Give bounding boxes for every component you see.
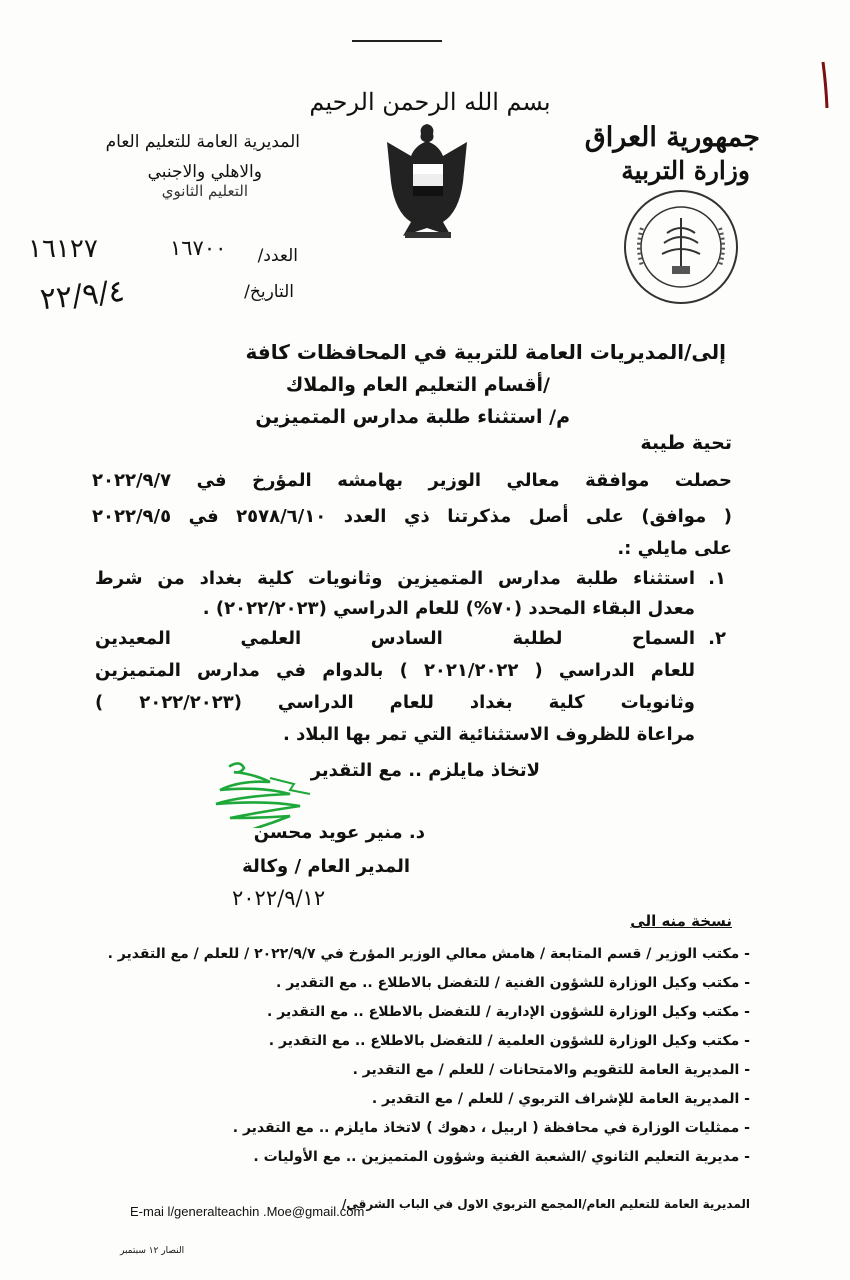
- date-handwritten: ٢٢/٩/٤: [38, 273, 127, 318]
- copies-heading: نسخة منه الى: [630, 912, 732, 930]
- closing-line: لاتخاذ مايلزم .. مع التقدير: [310, 760, 540, 781]
- body-line-3: على مايلي :.: [617, 538, 732, 559]
- top-rule: [352, 40, 442, 42]
- copy-item: - ممثليات الوزارة في محافظة ( اربيل ، دهوك ) لاتخاذ مايلزم .. مع التقدير .: [232, 1120, 750, 1136]
- item-2-number: .٢: [708, 628, 726, 649]
- item-1-number: .١: [708, 568, 726, 589]
- copy-item: - مديرية التعليم الثانوي /الشعبة الفنية وشؤون المتميزين .. مع الأوليات .: [253, 1149, 750, 1165]
- copy-item: - مكتب وكيل الوزارة للشؤون الفنية / للتفضل بالاطلاع .. مع التقدير .: [276, 975, 750, 991]
- greeting: تحية طيبة: [640, 432, 732, 454]
- ministry-seal-icon: [622, 188, 740, 306]
- footer-email: E-mai l/generalteachin .Moe@gmail.com: [130, 1204, 365, 1219]
- signatory-name: د. منير عويد محسن: [253, 822, 425, 843]
- directorate-line-1: المديرية العامة للتعليم العام: [105, 132, 300, 152]
- margin-stroke-icon: [820, 60, 830, 110]
- green-signature-icon: [200, 758, 340, 828]
- subject-line: م/ استثناء طلبة مدارس المتميزين: [255, 406, 570, 428]
- copy-item: - مكتب الوزير / قسم المتابعة / هامش معالي الوزير المؤرخ في ٢٠٢٢/٩/٧ / للعلم / مع التقدير .: [107, 946, 750, 962]
- item-2-line-1: السماح لطلبة السادس العلمي المعيدين: [95, 628, 695, 649]
- item-1-line-1: استثناء طلبة مدارس المتميزين وثانويات كلية بغداد من شرط: [95, 568, 695, 589]
- copies-list: [30, 940, 750, 1172]
- number-handwritten: ١٦١٢٧: [28, 234, 98, 264]
- print-tag: النصار ١٢ سبتمبر: [120, 1246, 185, 1256]
- item-2-line-3: وثانويات كلية بغداد للعام الدراسي (٢٠٢٢/٢٠٢٣ ): [95, 692, 695, 713]
- footer-address: المديرية العامة للتعليم العام/المجمع التربوي الاول في الباب الشرقي/: [342, 1197, 750, 1211]
- departments-line: /أقسام التعليم العام والملاك: [285, 374, 550, 396]
- item-2-line-2: للعام الدراسي ( ٢٠٢١/٢٠٢٢ ) بالدوام في مدارس المتميزين: [95, 660, 696, 681]
- number-value: ١٦٧٠٠: [170, 236, 227, 260]
- recipient-line: إلى/المديريات العامة للتربية في المحافظات كافة: [245, 340, 726, 364]
- copy-item: - مكتب وكيل الوزارة للشؤون العلمية / للتفضل بالاطلاع .. مع التقدير .: [268, 1033, 750, 1049]
- iraq-eagle-emblem-icon: [375, 120, 480, 250]
- republic-title: جمهورية العراق: [584, 122, 760, 153]
- item-2-line-4: مراعاة للظروف الاستثنائية التي تمر بها البلاد .: [282, 724, 695, 745]
- signatory-title: المدير العام / وكالة: [242, 856, 410, 877]
- signature-date: ٢٠٢٢/٩/١٢: [232, 886, 326, 910]
- item-1-line-2: معدل البقاء المحدد (٧٠%) للعام الدراسي (٢٠٢٢/٢٠٢٣) .: [202, 598, 695, 619]
- copy-item: - المديرية العامة للتقويم والامتحانات / للعلم / مع التقدير .: [352, 1062, 750, 1078]
- copy-item: - المديرية العامة للإشراف التربوي / للعلم / مع التقدير .: [371, 1091, 750, 1107]
- ministry-title: وزارة التربية: [621, 156, 750, 185]
- body-line-1: حصلت موافقة معالي الوزير بهامشه المؤرخ في ٢٠٢٢/٩/٧: [92, 470, 732, 491]
- copy-item: - مكتب وكيل الوزارة للشؤون الإدارية / للتفضل بالاطلاع .. مع التقدير .: [267, 1004, 750, 1020]
- number-label: العدد/: [257, 246, 298, 266]
- date-label: التاريخ/: [244, 282, 294, 302]
- body-line-2: ( موافق) على أصل مذكرتنا ذي العدد ٢٥٧٨/٦/١٠ في ٢٠٢٢/٩/٥: [92, 506, 732, 527]
- basmala: بسم الله الرحمن الرحيم: [309, 88, 551, 116]
- directorate-line-2: والاهلي والاجنبي: [147, 162, 262, 182]
- directorate-line-3: التعليم الثانوي: [161, 182, 248, 200]
